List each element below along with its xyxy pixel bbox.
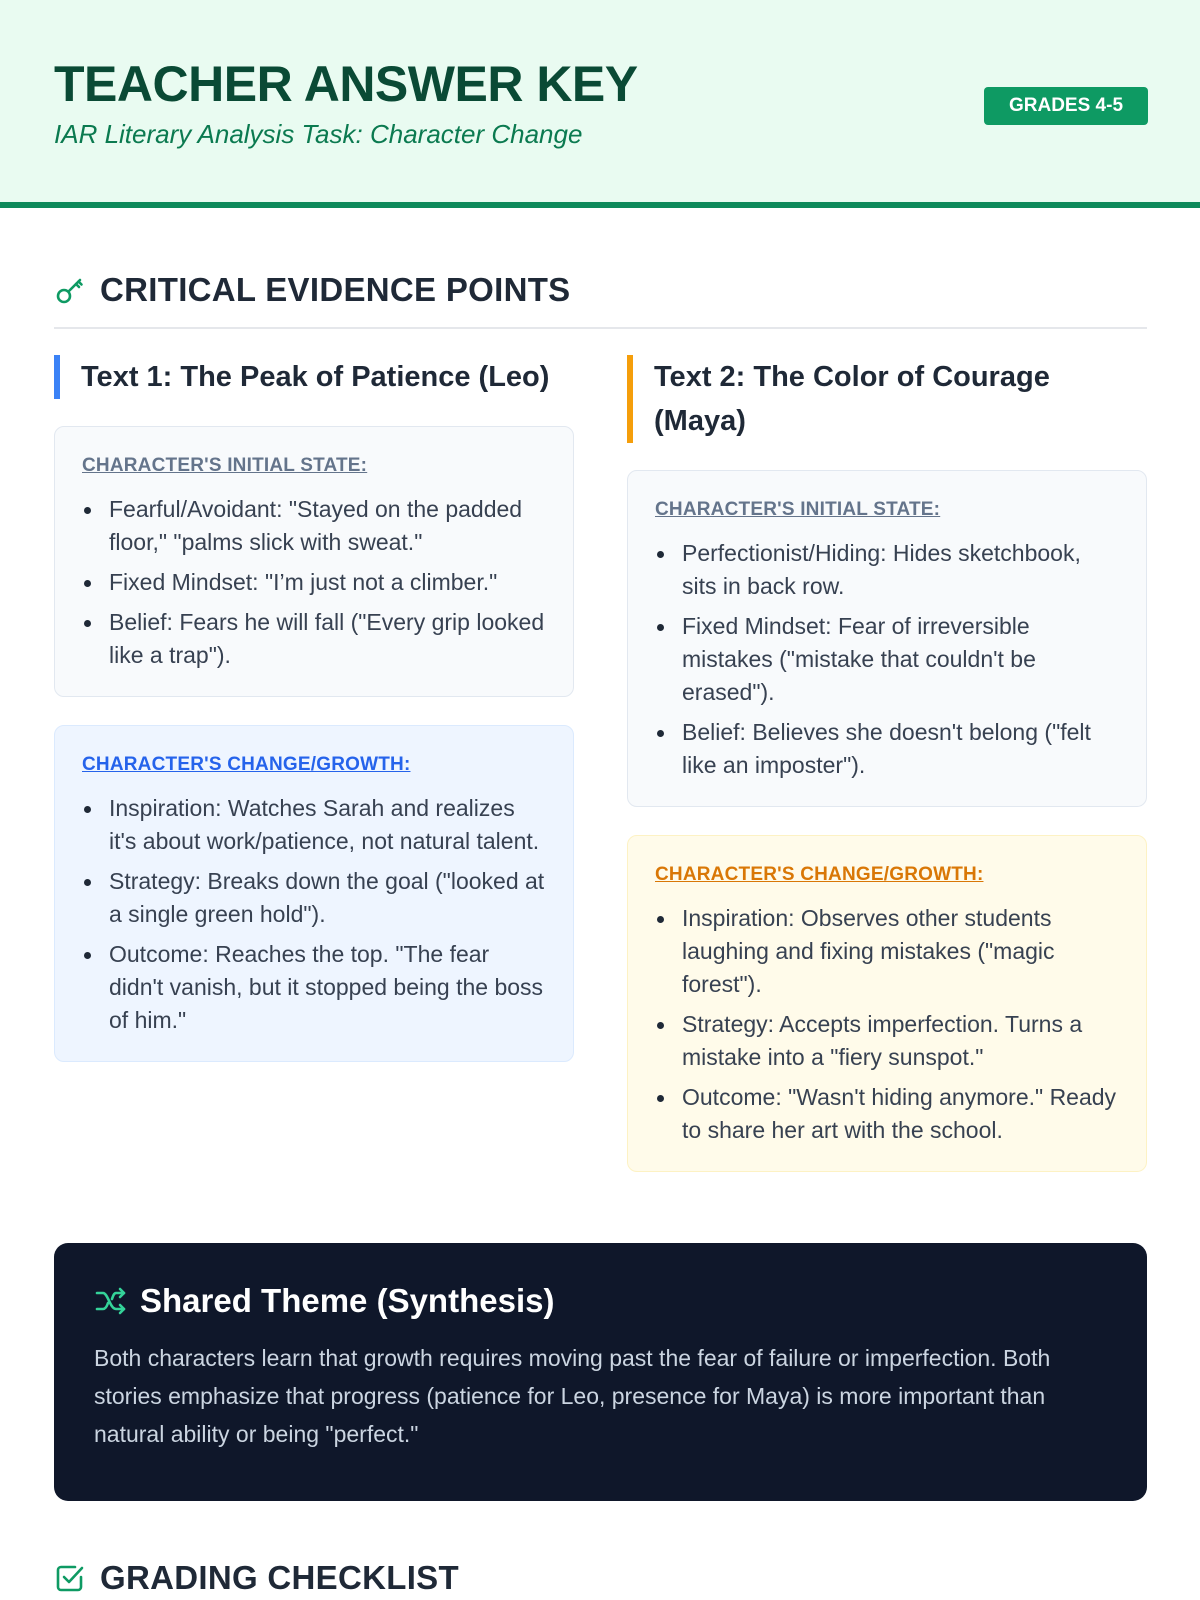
page-subtitle: IAR Literary Analysis Task: Character Change bbox=[54, 119, 583, 149]
evidence-section-title: CRITICAL EVIDENCE POINTS bbox=[100, 271, 571, 308]
list-item: Inspiration: Watches Sarah and realizes it's about work/patience, not natural talent. bbox=[82, 792, 547, 858]
list-item: Outcome: Reaches the top. "The fear didn't vanish, but it stopped being the boss of him." bbox=[82, 938, 547, 1037]
page-header bbox=[0, 0, 1200, 208]
list-item: Fearful/Avoidant: "Stayed on the padded floor," "palms slick with sweat." bbox=[82, 493, 547, 559]
text2-initial-state-label: CHARACTER'S INITIAL STATE: bbox=[655, 499, 941, 520]
text1-change-label: CHARACTER'S CHANGE/GROWTH: bbox=[82, 754, 411, 775]
list-item: Strategy: Breaks down the goal ("looked at a single green hold"). bbox=[82, 865, 547, 931]
list-item: Fixed Mindset: "I’m just not a climber." bbox=[82, 566, 547, 599]
text1-change-list bbox=[82, 792, 547, 1037]
list-item: Belief: Fears he will fall ("Every grip looked like a trap"). bbox=[82, 606, 547, 672]
text1-initial-state-card bbox=[54, 426, 574, 697]
text1-initial-state-label: CHARACTER'S INITIAL STATE: bbox=[82, 455, 368, 476]
text2-column bbox=[627, 355, 1147, 1172]
text2-heading: Text 2: The Color of Courage (Maya) bbox=[627, 355, 1147, 443]
text2-initial-state-card bbox=[627, 470, 1147, 807]
list-item: Outcome: "Wasn't hiding anymore." Ready to share her art with the school. bbox=[655, 1081, 1120, 1147]
text1-change-card bbox=[54, 725, 574, 1062]
list-item: Fixed Mindset: Fear of irreversible mistakes ("mistake that couldn't be erased"). bbox=[655, 610, 1120, 709]
list-item: Belief: Believes she doesn't belong ("felt like an imposter"). bbox=[655, 716, 1120, 782]
text1-initial-state-list bbox=[82, 493, 547, 672]
list-item: Perfectionist/Hiding: Hides sketchbook, sits in back row. bbox=[655, 537, 1120, 603]
text1-column bbox=[54, 355, 574, 1062]
check-square-icon bbox=[54, 1562, 86, 1594]
list-item: Strategy: Accepts imperfection. Turns a mistake into a "fiery sunspot." bbox=[655, 1008, 1120, 1074]
text2-change-label: CHARACTER'S CHANGE/GROWTH: bbox=[655, 864, 984, 885]
grade-badge: GRADES 4-5 bbox=[984, 87, 1148, 125]
shared-theme-title: Shared Theme (Synthesis) bbox=[140, 1282, 555, 1319]
page-title: TEACHER ANSWER KEY bbox=[54, 56, 638, 112]
text1-heading: Text 1: The Peak of Patience (Leo) bbox=[54, 355, 574, 399]
key-icon bbox=[54, 274, 86, 306]
checklist-section-heading bbox=[54, 1558, 1147, 1598]
list-item: Inspiration: Observes other students laughing and fixing mistakes ("magic forest"). bbox=[655, 902, 1120, 1001]
text2-initial-state-list bbox=[655, 537, 1120, 782]
section-divider bbox=[54, 327, 1147, 329]
shared-theme-box bbox=[54, 1243, 1147, 1501]
shuffle-icon bbox=[94, 1284, 128, 1318]
evidence-section-heading bbox=[54, 270, 1147, 310]
shared-theme-body: Both characters learn that growth requires moving past the fear of failure or imperfection. Both stories emphasize that progress (patience for Leo, presence for Maya) is more important than natural ability or being "perfect." bbox=[94, 1345, 1051, 1447]
shared-theme-heading bbox=[94, 1281, 1107, 1321]
checklist-section-title: GRADING CHECKLIST bbox=[100, 1559, 459, 1596]
text2-change-card bbox=[627, 835, 1147, 1172]
text2-change-list bbox=[655, 902, 1120, 1147]
